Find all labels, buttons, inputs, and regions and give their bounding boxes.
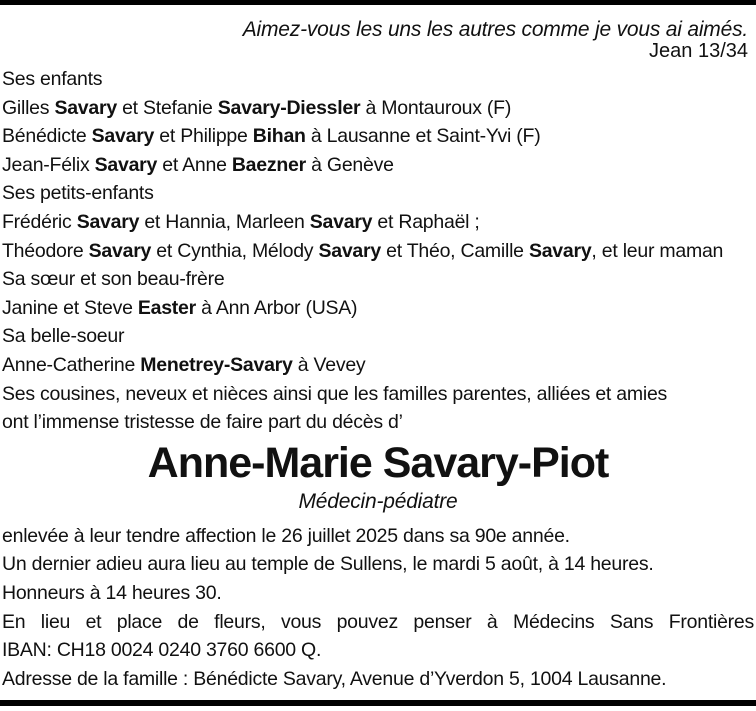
family-line: Ses cousines, neveux et nièces ainsi que les familles parentes, alliées et amies bbox=[2, 382, 668, 405]
family-line: Ses enfants bbox=[2, 68, 103, 90]
announcement-line: Adresse de la famille : Bénédicte Savary, Avenue d’Yverdon 5, 1004 Lausanne. bbox=[2, 667, 667, 690]
epigraph bbox=[2, 18, 754, 62]
family-line: Jean-Félix Savary et Anne Baezner à Genève bbox=[2, 153, 394, 176]
bottom-rule bbox=[0, 700, 756, 706]
family-line: Sa belle-soeur bbox=[2, 325, 125, 348]
family-line: Théodore Savary et Cynthia, Mélody Savary et Théo, Camille Savary, et leur maman bbox=[2, 239, 724, 262]
announcement-line: Un dernier adieu aura lieu au temple de Sullens, le mardi 5 août, à 14 heures. bbox=[2, 553, 654, 576]
family-line: ont l’immense tristesse de faire part du décès d’ bbox=[2, 411, 403, 434]
announcement-line: Honneurs à 14 heures 30. bbox=[2, 581, 222, 604]
family-line: Sa sœur et son beau-frère bbox=[2, 268, 225, 291]
family-line: Ses petits-enfants bbox=[2, 182, 154, 205]
top-rule bbox=[0, 0, 756, 5]
family-line: Gilles Savary et Stefanie Savary-Diessler à Montauroux (F) bbox=[2, 96, 512, 119]
announcement bbox=[2, 522, 754, 694]
announcement-line: IBAN: CH18 0024 0240 3760 6600 Q. bbox=[2, 639, 322, 662]
family-line: Frédéric Savary et Hannia, Marleen Savary et Raphaël ; bbox=[2, 210, 480, 233]
deceased-name: Anne-Marie Savary-Piot bbox=[147, 438, 609, 487]
announcement-line: En lieu et place de fleurs, vous pouvez penser à Médecins Sans Frontières bbox=[2, 610, 754, 633]
announcement-line: enlevée à leur tendre affection le 26 juillet 2025 dans sa 90e année. bbox=[2, 524, 570, 547]
epigraph-quote: Aimez-vous les uns les autres comme je vous ai aimés. bbox=[242, 18, 748, 41]
family-line: Janine et Steve Easter à Ann Arbor (USA) bbox=[2, 296, 358, 319]
death-notice bbox=[0, 18, 756, 693]
family-line: Anne-Catherine Menetrey-Savary à Vevey bbox=[2, 353, 366, 376]
family-list bbox=[2, 65, 754, 437]
epigraph-source: Jean 13/34 bbox=[649, 40, 748, 62]
family-line: Bénédicte Savary et Philippe Bihan à Lausanne et Saint-Yvi (F) bbox=[2, 125, 541, 148]
deceased-profession: Médecin-pédiatre bbox=[298, 489, 458, 513]
